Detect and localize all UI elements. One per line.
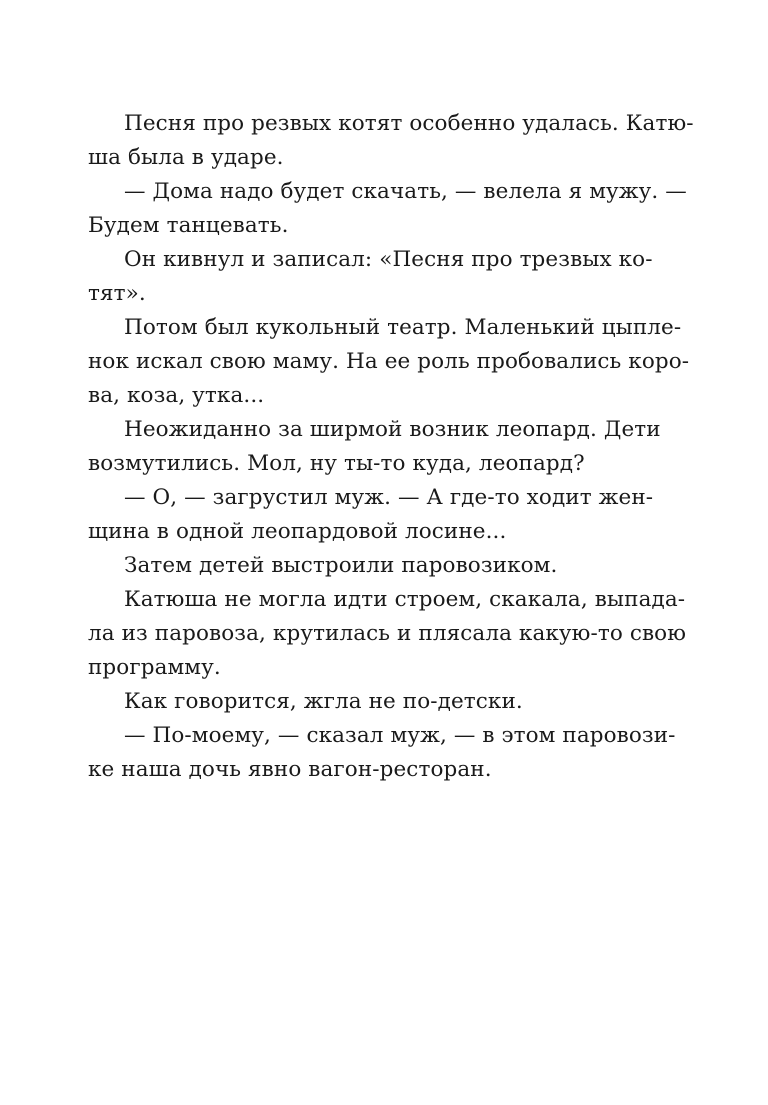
text-line: — Дома надо будет скачать, — велела я мужу. — xyxy=(124,179,687,204)
text-line: тят». xyxy=(88,281,146,306)
text-line: щина в одной леопардовой лосине... xyxy=(88,519,507,544)
text-line: Он кивнул и записал: «Песня про трезвых ко- xyxy=(124,247,653,272)
text-line: — По-моему, — сказал муж, — в этом паровози- xyxy=(124,723,676,748)
text-line: Потом был кукольный театр. Маленький цыпле- xyxy=(124,315,682,340)
text-line: Будем танцевать. xyxy=(88,213,289,238)
text-line: ке наша дочь явно вагон-ресторан. xyxy=(88,757,492,782)
text-line: Как говорится, жгла не по-детски. xyxy=(124,689,523,714)
text-line: Песня про резвых котят особенно удалась. Катю- xyxy=(124,111,694,136)
text-line: ла из паровоза, крутилась и плясала какую-то свою xyxy=(88,621,687,646)
text-line: нок искал свою маму. На ее роль пробовались коро- xyxy=(88,349,690,374)
text-line: ва, коза, утка... xyxy=(88,383,265,408)
text-line: Затем детей выстроили паровозиком. xyxy=(124,553,558,578)
text-line: возмутились. Мол, ну ты-то куда, леопард? xyxy=(88,451,585,476)
text-line: — О, — загрустил муж. — А где-то ходит жен- xyxy=(124,485,654,510)
text-line: Неожиданно за ширмой возник леопард. Дети xyxy=(124,417,661,442)
text-line: ша была в ударе. xyxy=(88,145,284,170)
text-line: программу. xyxy=(88,655,221,680)
text-line: Катюша не могла идти строем, скакала, выпада- xyxy=(124,587,686,612)
